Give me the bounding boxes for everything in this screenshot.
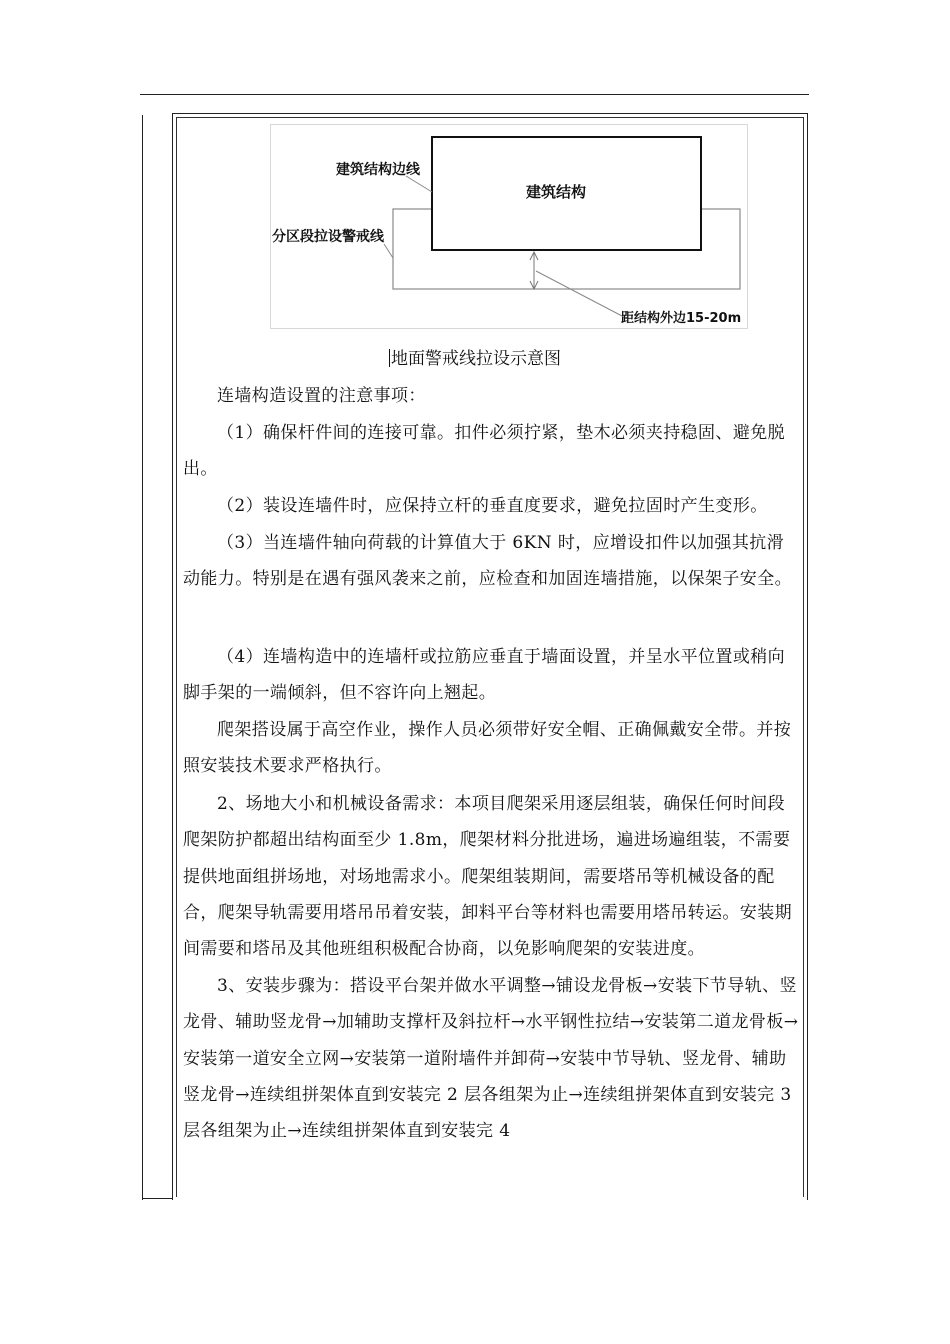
paragraph-item-4: （4）连墙构造中的连墙杆或拉筋应垂直于墙面设置，并呈水平位置或稍向脚手架的一端倾斜，但不容许向上翘起。 [183,647,786,704]
paragraph-item-1: （1）确保杆件间的连接可靠。扣件必须拧紧，垫木必须夹持稳固、避免脱出。 [183,423,786,480]
bottom-rule [142,1198,172,1199]
paragraph-item-2: （2）装设连墙件时，应保持立杆的垂直度要求，避免拉固时产生变形。 [217,496,768,516]
warning-line-diagram [270,124,748,329]
header-rule [140,94,809,95]
caption-text: 地面警戒线拉设示意图 [391,349,561,369]
distance-label: 距结构外边15-20m [621,311,742,326]
paragraph-item-3: （3）当连墙件轴向荷载的计算值大于 6KN 时，应增设扣件以加强其抗滑动能力。特别是在遇有强风袭来之前，应检查和加固连墙措施，以保架子安全。 [183,533,792,590]
text-cursor [389,349,390,367]
left-margin-rule [142,115,143,1200]
paragraph-site-requirements: 2、场地大小和机械设备需求：本项目爬架采用逐层组装，确保任何时间段爬架防护都超出结构面至少 1.8m，爬架材料分批进场，遍进场遍组装，不需要提供地面组拼场地，对场地需求小。爬架组装期间，需要塔吊等机械设备的配合，爬架导轨需要用塔吊吊着安装，卸料平台等材料也需要用塔吊转运。安装期间需要和塔吊及其他班组积极配合协商，以免影响爬架的安装进度。 [183,794,792,960]
figure-caption [0,344,950,369]
paragraph-safety: 爬架搭设属于高空作业，操作人员必须带好安全帽、正确佩戴安全带。并按照安装技术要求严格执行。 [183,720,792,777]
paragraph-install-steps: 3、安装步骤为：搭设平台架并做水平调整→铺设龙骨板→安装下节导轨、竖龙骨、辅助竖龙骨→加辅助支撑杆及斜拉杆→水平钢性拉结→安装第二道龙骨板→安装第一道安全立网→安装第一道附墙件并卸荷→安装中节导轨、竖龙骨、辅助竖龙骨→连续组拼架体直到安装完 2 层各组架为止→连续组拼架体直到安装完 3 层各组架为止→连续组拼架体直到安装完 4 [183,976,799,1142]
edge-label: 建筑结构边线 [336,162,420,178]
building-label: 建筑结构 [525,183,587,201]
paragraph-heading: 连墙构造设置的注意事项： [217,386,426,406]
warning-label: 分区段拉设警戒线 [272,229,384,245]
